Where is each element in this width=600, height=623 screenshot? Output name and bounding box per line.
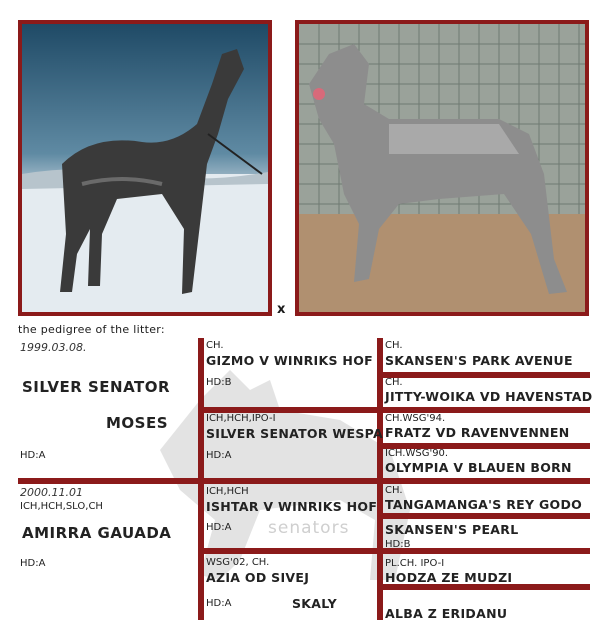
gp-2-name: JITTY-WOIKA VD HAVENSTAD bbox=[385, 389, 593, 404]
sire-mother-title: ICH,HCH,IPO-I bbox=[206, 413, 276, 424]
sire-photo bbox=[18, 20, 272, 316]
gp-3-title: CH.WSG'94. bbox=[385, 413, 446, 424]
gp-7-title: PL.CH. IPO-I bbox=[385, 558, 445, 569]
sire-father-title: CH. bbox=[206, 340, 224, 351]
gp-7-name: HODZA ZE MUDZI bbox=[385, 570, 513, 585]
gp-1-title: CH. bbox=[385, 340, 403, 351]
gp-8-name: ALBA Z ERIDANU bbox=[385, 606, 508, 621]
dam-mother-kennel: SKALY bbox=[292, 596, 337, 611]
gp-3-name: FRATZ VD RAVENVENNEN bbox=[385, 425, 570, 440]
dam-father-title: ICH,HCH bbox=[206, 486, 249, 497]
divider-gp-1 bbox=[377, 372, 590, 378]
gp-5-name: TANGAMANGA'S REY GODO bbox=[385, 497, 583, 512]
dam-father-name: ISHTAR V WINRIKS HOF bbox=[206, 499, 378, 514]
cross-symbol: x bbox=[277, 302, 286, 317]
gp-6-hd: HD:B bbox=[385, 539, 411, 550]
gp-2-title: CH. bbox=[385, 377, 403, 388]
dam-dog-image bbox=[299, 24, 585, 312]
dam-titles: ICH,HCH,SLO,CH bbox=[20, 501, 103, 512]
sire-name-line1: SILVER SENATOR bbox=[22, 378, 171, 396]
sire-name-line2: MOSES bbox=[106, 414, 169, 432]
gp-1-name: SKANSEN'S PARK AVENUE bbox=[385, 353, 573, 368]
dam-mother-hd: HD:A bbox=[206, 598, 232, 609]
divider-middle bbox=[18, 478, 590, 484]
dam-name: AMIRRA GAUADA bbox=[22, 524, 172, 542]
dam-mother-title: WSG'02, CH. bbox=[206, 557, 270, 568]
gp-6-name: SKANSEN'S PEARL bbox=[385, 522, 519, 537]
dam-birthdate: 2000.11.01 bbox=[20, 486, 83, 499]
watermark-text: senators bbox=[268, 518, 350, 538]
dam-photo bbox=[295, 20, 589, 316]
sire-mother-hd: HD:A bbox=[206, 450, 232, 461]
dam-hd: HD:A bbox=[20, 558, 46, 569]
sire-birthdate: 1999.03.08. bbox=[20, 341, 87, 354]
sire-dog-image bbox=[22, 24, 268, 312]
dam-father-hd: HD:A bbox=[206, 522, 232, 533]
gp-4-name: OLYMPIA V BLAUEN BORN bbox=[385, 460, 572, 475]
pedigree-caption: the pedigree of the litter: bbox=[18, 323, 165, 336]
sire-hd: HD:A bbox=[20, 450, 46, 461]
dam-mother-name: AZIA OD SIVEJ bbox=[206, 570, 310, 585]
sire-father-hd: HD:B bbox=[206, 377, 232, 388]
divider-gp-5 bbox=[377, 513, 590, 519]
sire-father-name: GIZMO V WINRIKS HOF bbox=[206, 353, 373, 368]
gp-4-title: ICH.WSG'90. bbox=[385, 448, 449, 459]
sire-mother-name: SILVER SENATOR WESPA bbox=[206, 426, 383, 441]
gp-5-title: CH. bbox=[385, 485, 403, 496]
